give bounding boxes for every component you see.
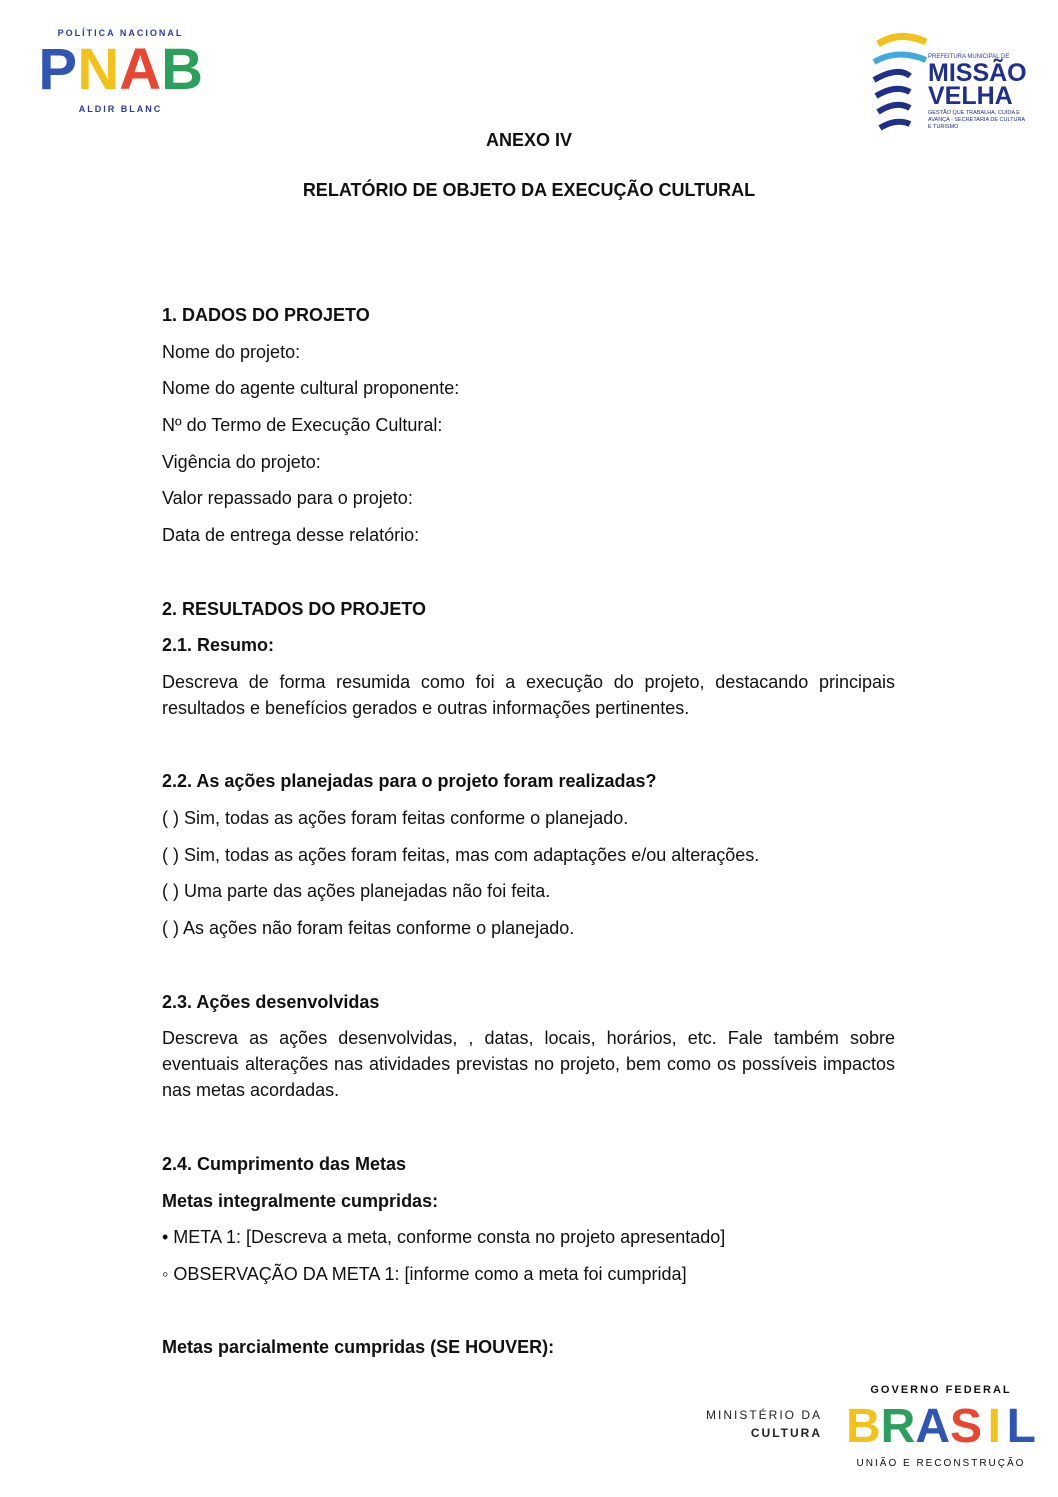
pnab-logo-bottom-text: ALDIR BLANC: [78, 104, 163, 114]
pnab-letter-a: A: [119, 37, 162, 102]
section-2-1-text: Descreva de forma resumida como foi a execução do projeto, destacando principais resultados e benefícios gerados e outras informações pertinentes.: [162, 672, 895, 718]
metas-integral-heading: Metas integralmente cumpridas:: [162, 1191, 439, 1211]
brasil-letter-s: S: [950, 1400, 983, 1453]
meta-1-item: • META 1: [Descreva a meta, conforme consta no projeto apresentado]: [162, 1227, 726, 1247]
option-all-done: ( ) Sim, todas as ações foram feitas conforme o planejado.: [162, 808, 629, 828]
brasil-letter-a: A: [915, 1400, 951, 1453]
missao-velha-title: MISSÃO VELHA: [928, 59, 1027, 110]
section-2-4-heading: 2.4. Cumprimento das Metas: [162, 1154, 407, 1174]
missao-velha-logo: [870, 30, 1030, 140]
pnab-letter-b: B: [161, 37, 203, 102]
section-2-2-heading: 2.2. As ações planejadas para o projeto foram realizadas?: [162, 771, 657, 791]
field-term-number: Nº do Termo de Execução Cultural:: [162, 415, 443, 435]
meta-1-observation: ◦ OBSERVAÇÃO DA META 1: [informe como a meta foi cumprida]: [162, 1264, 687, 1284]
pnab-logo: [38, 28, 203, 116]
brasil-letter-b: B: [846, 1400, 881, 1453]
governo-federal-logo: [846, 1384, 1036, 1474]
ministerio-cultura-logo: [688, 1408, 822, 1440]
brasil-letters: [846, 1400, 1036, 1454]
metas-partial-heading: Metas parcialmente cumpridas (SE HOUVER):: [162, 1337, 555, 1357]
option-done-adapted: ( ) Sim, todas as ações foram feitas, mas com adaptações e/ou alterações.: [162, 845, 760, 865]
option-not-done: ( ) As ações não foram feitas conforme o planejado.: [162, 918, 575, 938]
pnab-letter-n: N: [77, 37, 120, 102]
ministerio-line-2: CULTURA: [750, 1426, 822, 1440]
annex-label: ANEXO IV: [485, 130, 573, 150]
field-agent-name: Nome do agente cultural proponente:: [162, 378, 460, 398]
section-1-heading: 1. DADOS DO PROJETO: [162, 305, 370, 325]
pnab-letter-p: P: [38, 37, 77, 102]
brasil-letter-r: R: [880, 1400, 916, 1453]
section-2-3-heading: 2.3. Ações desenvolvidas: [162, 992, 380, 1012]
field-project-name: Nome do projeto:: [162, 342, 301, 362]
waves-icon: [870, 30, 930, 138]
section-2-1-heading: 2.1. Resumo:: [162, 635, 275, 655]
pnab-logo-top-text: POLÍTICA NACIONAL: [57, 28, 184, 38]
option-partially-done: ( ) Uma parte das ações planejadas não foi feita.: [162, 881, 551, 901]
field-validity: Vigência do projeto:: [162, 452, 321, 472]
brasil-letter-l: L: [1006, 1400, 1036, 1453]
missao-velha-subtitle: GESTÃO QUE TRABALHA, CUIDA E AVANÇA · SECRETARIA DE CULTURA E TURISMO: [928, 110, 1025, 130]
field-delivery-date: Data de entrega desse relatório:: [162, 525, 420, 545]
missao-velha-small-text: PREFEITURA MUNICIPAL DE: [928, 54, 1010, 60]
governo-federal-bottom-text: UNIÃO E RECONSTRUÇÃO: [856, 1458, 1026, 1469]
field-value: Valor repassado para o projeto:: [162, 488, 413, 508]
brasil-letter-i: I: [987, 1400, 1002, 1453]
ministerio-line-1: MINISTÉRIO DA: [705, 1408, 822, 1422]
section-2-heading: 2. RESULTADOS DO PROJETO: [162, 599, 427, 619]
pnab-logo-letters: [38, 37, 203, 102]
governo-federal-top-text: GOVERNO FEDERAL: [870, 1384, 1012, 1396]
document-title: RELATÓRIO DE OBJETO DA EXECUÇÃO CULTURAL: [302, 180, 756, 200]
section-2-3-text: Descreva as ações desenvolvidas, , datas, locais, horários, etc. Fale também sobre eventuais alterações nas atividades previstas no projeto, bem como os possíveis impactos nas metas acordadas.: [162, 1028, 895, 1100]
